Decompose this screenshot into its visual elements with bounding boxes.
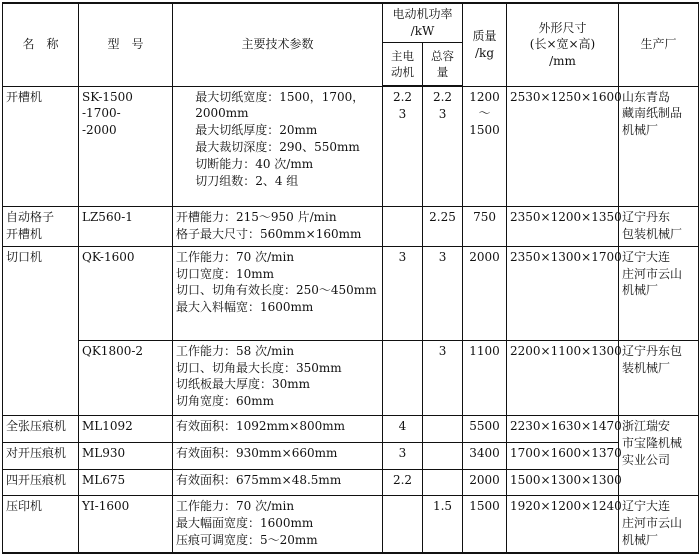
header-main-motor: 主电 动机: [383, 42, 423, 86]
param-line: 切纸板最大厚度：30mm: [176, 377, 311, 392]
param-line: 切口宽度：10mm: [176, 266, 275, 281]
header-mass: 质量 /kg: [463, 3, 507, 86]
total-power: 1.5: [423, 496, 463, 553]
table-row: [3, 86, 699, 207]
param-line: 最大入料幅宽：1600mm: [176, 300, 314, 315]
mass-value: 3400: [463, 443, 507, 470]
manufacturer-value: 辽宁丹东包 装机械厂: [619, 340, 699, 416]
machine-name: 全张压痕机: [3, 416, 79, 443]
dimensions-value: 2350×1300×1700: [507, 246, 619, 340]
param-line: 切刀组数：2、4 组: [195, 173, 299, 188]
machine-name: 对开压痕机: [3, 443, 79, 470]
mass-value: 2000: [463, 469, 507, 496]
machine-model: QK1800-2: [79, 340, 173, 416]
mass-value: 5500: [463, 416, 507, 443]
machine-model: LZ560-1: [79, 207, 173, 246]
machine-model: QK-1600: [79, 246, 173, 340]
param-line: 最大切纸宽度：1500，1700，2000mm: [195, 89, 365, 121]
table-row: [3, 443, 699, 470]
param-line: 切口、切角最大长度：350mm: [176, 360, 342, 375]
header-model: 型 号: [79, 3, 173, 86]
dimensions-value: 2230×1630×1470: [507, 416, 619, 443]
table-row: [3, 469, 699, 496]
header-manufacturer: 生产厂: [619, 3, 699, 86]
table-row: [3, 246, 699, 340]
mass-value: 1500: [463, 496, 507, 553]
machine-params: [173, 469, 383, 496]
manufacturer-value: 辽宁大连 庄河市云山 机械厂: [619, 246, 699, 340]
machine-params: [173, 416, 383, 443]
param-line: 压痕可调宽度：5～20mm: [176, 532, 318, 547]
machine-model: YI-1600: [79, 496, 173, 553]
param-line: 切断能力：40 次/mm: [195, 156, 314, 171]
machine-params: [173, 86, 383, 207]
table-row: [3, 207, 699, 246]
dimensions-value: 1500×1300×1300: [507, 469, 619, 496]
header-dimensions: 外形尺寸 (长×宽×高) /mm: [507, 3, 619, 86]
param-line: 最大幅面宽度：1600mm: [176, 515, 314, 530]
machine-params: [173, 340, 383, 416]
machine-params: [173, 496, 383, 553]
total-power: [423, 416, 463, 443]
mass-value: 1200～ 1500: [463, 86, 507, 207]
param-line: 有效面积：930mm×660mm: [176, 446, 338, 460]
param-line: 最大切纸厚度：20mm: [195, 123, 318, 138]
machine-name: 切口机: [3, 246, 79, 416]
param-line: 工作能力：70 次/min: [176, 249, 295, 264]
dimensions-value: 2200×1100×1300: [507, 340, 619, 416]
header-params: 主要技术参数: [173, 3, 383, 86]
machine-model: ML1092: [79, 416, 173, 443]
machine-model: SK-1500 -1700- -2000: [79, 86, 173, 207]
main-motor-power: [383, 496, 423, 553]
dimensions-value: 2350×1200×1350: [507, 207, 619, 246]
total-power: 2.25: [423, 207, 463, 246]
machine-name: 四开压痕机: [3, 469, 79, 496]
dimensions-value: 2530×1250×1600: [507, 86, 619, 207]
header-power: 电动机功率 /kW: [383, 3, 463, 42]
param-line: 开槽能力：215～950 片/min: [176, 210, 337, 225]
manufacturer-value: 辽宁大连 庄河市云山 机械厂: [619, 496, 699, 553]
machine-params: [173, 246, 383, 340]
manufacturer-value: 辽宁丹东 包装机械厂: [619, 207, 699, 246]
header-total-capacity: 总容量: [423, 42, 463, 86]
param-line: 有效面积：1092mm×800mm: [176, 419, 346, 434]
total-power: [423, 443, 463, 470]
main-motor-power: 3: [383, 246, 423, 340]
total-power: 3: [423, 246, 463, 340]
param-line: 有效面积：675mm×48.5mm: [176, 472, 342, 487]
dimensions-value: 1920×1200×1240: [507, 496, 619, 553]
mass-value: 750: [463, 207, 507, 246]
param-line: 切角宽度：60mm: [176, 394, 275, 409]
main-motor-power: [383, 340, 423, 416]
machine-model: ML675: [79, 469, 173, 496]
machine-name: 开槽机: [3, 86, 79, 207]
param-line: 格子最大尺寸：560mm×160mm: [176, 227, 362, 242]
machine-params: [173, 207, 383, 246]
main-motor-power: 2.2 3: [383, 86, 423, 207]
machine-params: [173, 443, 383, 470]
table-row: [3, 496, 699, 553]
total-power: [423, 469, 463, 496]
total-power: 2.2 3: [423, 86, 463, 207]
header-name: 名 称: [3, 3, 79, 86]
param-line: 最大裁切深度：290、550mm: [195, 139, 360, 154]
param-line: 工作能力：58 次/min: [176, 343, 295, 358]
machine-model: ML930: [79, 443, 173, 470]
main-motor-power: 4: [383, 416, 423, 443]
main-motor-power: 2.2: [383, 469, 423, 496]
table-row: [3, 340, 699, 416]
manufacturer-value: 浙江瑞安 市宝隆机械 实业公司: [619, 416, 699, 496]
param-line: 工作能力：70 次/min: [176, 499, 295, 514]
main-motor-power: 3: [383, 443, 423, 470]
main-motor-power: [383, 207, 423, 246]
manufacturer-value: 山东青岛 藏南纸制品 机械厂: [619, 86, 699, 207]
mass-value: 2000: [463, 246, 507, 340]
table-row: [3, 416, 699, 443]
param-line: 切口、切角有效长度：250～450mm: [176, 283, 377, 298]
total-power: 3: [423, 340, 463, 416]
mass-value: 1100: [463, 340, 507, 416]
equipment-spec-table: [2, 2, 699, 554]
machine-name: 压印机: [3, 496, 79, 553]
machine-name: 自动格子 开槽机: [3, 207, 79, 246]
dimensions-value: 1700×1600×1370: [507, 443, 619, 470]
